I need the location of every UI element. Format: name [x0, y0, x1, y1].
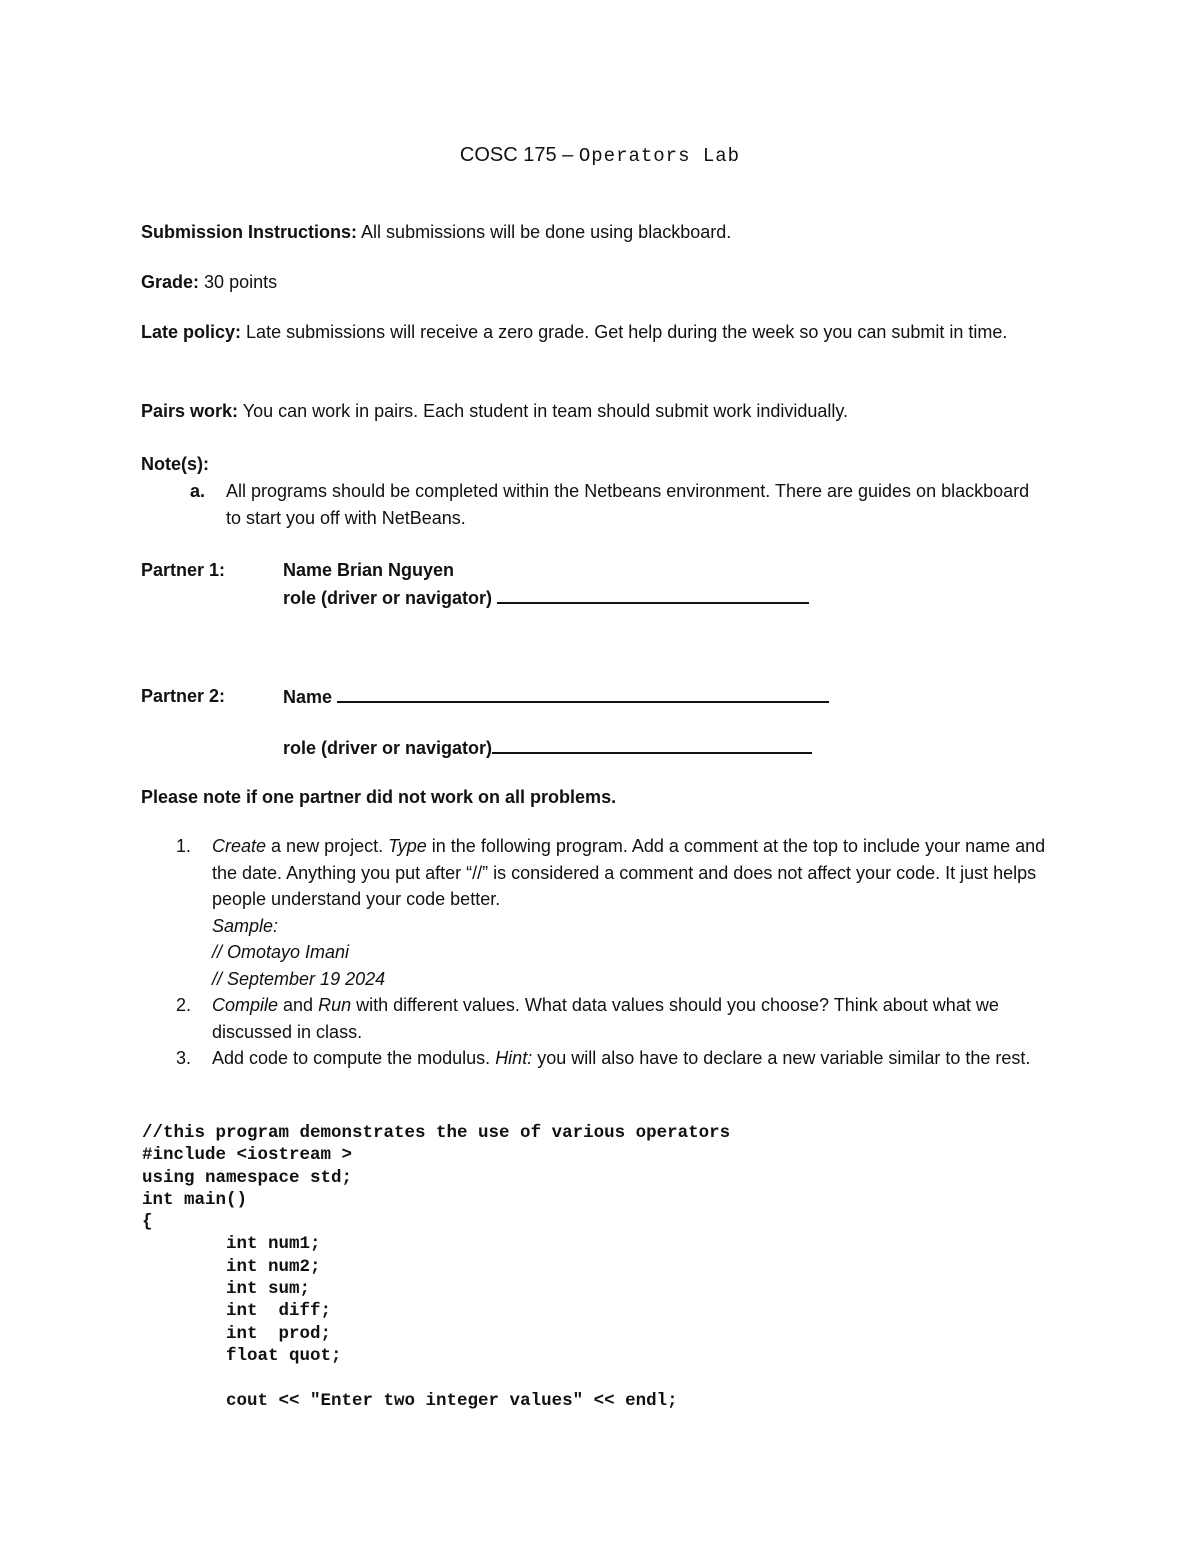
partner-1-role-label: role (driver or navigator): [283, 588, 498, 608]
pairs-work: [141, 398, 848, 425]
sample-label: Sample:: [212, 915, 279, 936]
sample-line: // September 19 2024: [212, 968, 386, 989]
partner-2-role: [283, 734, 812, 762]
partner-2-name-label: Name: [283, 687, 338, 707]
step-emphasis: Create: [212, 836, 267, 856]
note-item: [190, 478, 1030, 532]
step-number: 2.: [176, 995, 192, 1015]
pairs-text: You can work in pairs. Each student in team should submit work individually.: [242, 401, 849, 421]
late-policy-label: Late policy:: [141, 322, 242, 342]
step-text: a new project.: [266, 836, 389, 856]
sample-line: // Omotayo Imani: [212, 942, 350, 962]
steps-list: [172, 833, 1052, 1072]
pairs-label: Pairs work:: [141, 401, 239, 421]
late-policy-text: Late submissions will receive a zero grade. Get help during the week so you can submit in time.: [246, 322, 1008, 342]
page-title: [0, 144, 1200, 167]
partner-note: Please note if one partner did not work on all problems.: [141, 787, 617, 807]
course-code: COSC 175 –: [459, 144, 574, 166]
note-marker: a.: [190, 481, 206, 501]
step-text: and: [278, 995, 319, 1015]
step-emphasis: Hint:: [495, 1048, 533, 1068]
grade-line: [141, 269, 277, 296]
grade-text: 30 points: [204, 272, 278, 292]
list-item: [172, 1045, 1052, 1072]
code-listing: //this program demonstrates the use of various operators #include <iostream > using namespace std; int main() { int num1; int num2; int sum; int diff; int prod; float quot; cout << "Enter two integer values" << endl;: [142, 1123, 731, 1411]
step-text: with different values. What data values should you choose? Think about what we discussed in class.: [212, 995, 999, 1042]
step-emphasis: Run: [318, 995, 352, 1015]
step-text: you will also have to declare a new variable similar to the rest.: [532, 1048, 1031, 1068]
step-number: 1.: [176, 836, 192, 856]
late-policy: [141, 318, 1051, 347]
list-item: [172, 992, 1052, 1045]
partner-1-name: Name Brian Nguyen: [283, 560, 455, 580]
partner-1-role-blank[interactable]: [497, 584, 809, 604]
notes-label: Note(s):: [141, 454, 209, 474]
partner-1-label: Partner 1:: [141, 560, 226, 580]
grade-label: Grade:: [141, 272, 200, 292]
step-emphasis: Compile: [212, 995, 279, 1015]
submission-label: Submission Instructions:: [141, 222, 358, 242]
note-text: All programs should be completed within the Netbeans environment. There are guides on blackboard to start you off with NetBeans.: [226, 481, 1030, 528]
partner-2-name: [283, 683, 829, 711]
submission-instructions: [141, 219, 731, 246]
partner-1-role: [283, 584, 809, 612]
partner-2-role-blank[interactable]: [492, 734, 812, 754]
list-item: [172, 833, 1052, 992]
partner-2-name-blank[interactable]: [337, 683, 829, 703]
partner-2-label: Partner 2:: [141, 686, 226, 706]
lab-title: Operators Lab: [578, 145, 741, 167]
step-text: Add code to compute the modulus.: [212, 1048, 496, 1068]
submission-text: All submissions will be done using blackboard.: [361, 222, 732, 242]
step-emphasis: Type: [388, 836, 427, 856]
step-number: 3.: [176, 1048, 192, 1068]
step-text: in the following program. Add a comment at the top to include your name and the date. Anything you put after “//” is considered a comment and does not affect your code. It just helps people understand your code better.: [212, 836, 1046, 909]
partner-2-role-label: role (driver or navigator): [283, 738, 493, 758]
